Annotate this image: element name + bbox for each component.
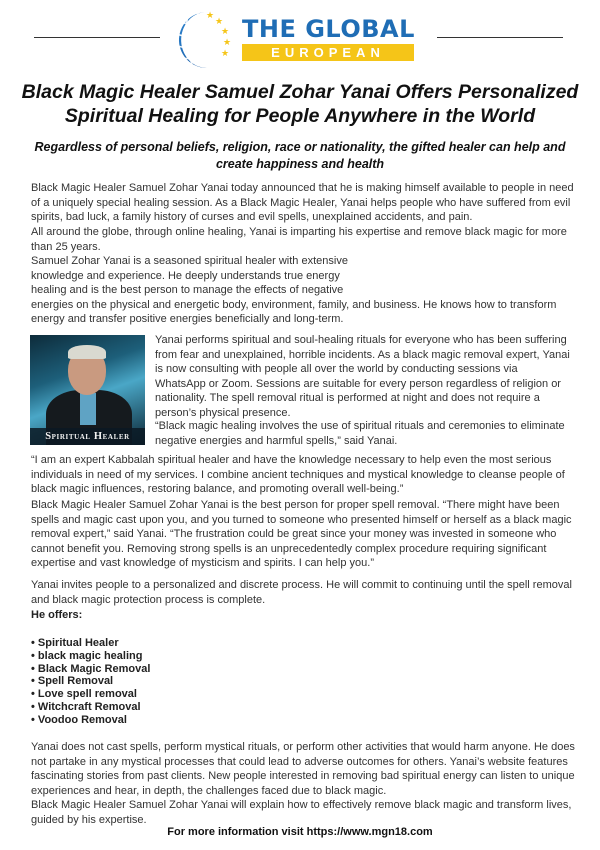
subheadline: Regardless of personal beliefs, religion, race or nationality, the gifted healer can help and create happiness and health: [34, 140, 566, 171]
paragraph-spell-removal: Black Magic Healer Samuel Zohar Yanai is the best person for proper spell removal. “There might have been spells and magic cast upon you, and you turned to someone who presented himself or herself as a black magic removal expert,” said Yanai. “The frustration could be great since your money was invested in someone who cannot benefit you. Removing strong spells is an unprecedentedly complex procedure requiring significant expertise and vast knowledge of mysticism and spirits. I can help you.”: [31, 499, 572, 570]
paragraph-disclaimer: Yanai does not cast spells, perform mystical rituals, or perform other activities that would harm anyone. He does not partake in any mystical processes that could lead to adverse outcomes for others. Yanai’s website features fascinating stories from past clients. New people interested in removing bad spiritual energy can listen to unique experiences and hear, in depth, the challenges faced due to black magic.: [31, 741, 575, 797]
svg-text:★: ★: [221, 27, 230, 37]
photo-hair: [68, 345, 106, 359]
photo-shirt: [80, 393, 96, 425]
paragraph-intro: Black Magic Healer Samuel Zohar Yanai today announced that he is making himself available to people in need of a uniquely special healing session. As a Black Magic Healer, Yanai helps people who have suffered from evil spirits, bad luck, a family history of curses and evil spells, unexplained accidents, and pain.: [31, 182, 574, 224]
offers-title: He offers:: [31, 609, 83, 621]
logo: [168, 6, 418, 70]
offer-item: • Voodoo Removal: [31, 714, 150, 727]
paragraph-quote-kabbalah: “I am an expert Kabbalah spiritual healer and have the knowledge necessary to help even the most serious individuals in need of my services. I combine ancient techniques and mystical knowledge to cleanse people of black magic influences, restoring balance, and promoting overall well-being.”: [31, 454, 565, 496]
bio-line-3: healing and is the best person to manage the effects of negative: [31, 284, 344, 297]
paragraph-closing: Black Magic Healer Samuel Zohar Yanai will explain how to effectively remove black magic and transform lives, guided by his expertise.: [31, 799, 572, 826]
svg-text:★: ★: [221, 49, 230, 59]
logo-title: THE GLOBAL: [242, 15, 415, 43]
svg-text:★: ★: [206, 11, 215, 21]
healer-photo: [30, 335, 145, 445]
paragraph-quote-healing: “Black magic healing involves the use of spiritual rituals and ceremonies to eliminate negative energies and harmful spells,” said Yanai.: [155, 420, 565, 447]
logo-subtitle: EUROPEAN: [242, 44, 414, 61]
paragraph-process: Yanai invites people to a personalized and discrete process. He will commit to continuing until the spell removal and black magic protection process is complete.: [31, 579, 572, 606]
headline: Black Magic Healer Samuel Zohar Yanai Offers Personalized Spiritual Healing for People Anywhere in the World: [21, 81, 579, 127]
paragraph-intro-continued: All around the globe, through online healing, Yanai is imparting his expertise and remove black magic for more than 25 years.: [31, 226, 567, 253]
offers-list: [31, 637, 150, 727]
globe-icon: [168, 6, 240, 70]
photo-caption: Spiritual Healer: [30, 428, 145, 445]
header-divider-left: [34, 37, 160, 38]
offer-item: • Spiritual Healer: [31, 637, 150, 650]
offer-item: • black magic healing: [31, 650, 150, 663]
bio-rest: energies on the physical and energetic body, environment, family, and business. He knows how to transform energy and transfer positive energies beneficially and long-term.: [31, 298, 557, 326]
paragraph-rituals: Yanai performs spiritual and soul-healing rituals for everyone who has been suffering from fear and unexplained, horrible incidents. As a black magic removal expert, Yanai is now consulting with people all over the world by conducting sessions via WhatsApp or Zoom. Sessions are suitable for every person regardless of religion or nationality. The spell removal ritual is performed at night and does not require a person’s physical presence.: [155, 334, 570, 419]
svg-text:★: ★: [215, 17, 224, 27]
offer-item: • Witchcraft Removal: [31, 701, 150, 714]
paragraph-bio: [31, 254, 576, 327]
bio-line-1: Samuel Zohar Yanai is a seasoned spiritual healer with extensive: [31, 255, 348, 267]
svg-text:★: ★: [223, 38, 232, 48]
footer-more-info: For more information visit https://www.mgn18.com: [167, 826, 433, 838]
offer-item: • Love spell removal: [31, 688, 150, 701]
bio-line-2: knowledge and experience. He deeply understands true energy: [31, 269, 340, 282]
header-divider-right: [437, 37, 563, 38]
offer-item: • Spell Removal: [31, 675, 150, 688]
offer-item: • Black Magic Removal: [31, 663, 150, 676]
